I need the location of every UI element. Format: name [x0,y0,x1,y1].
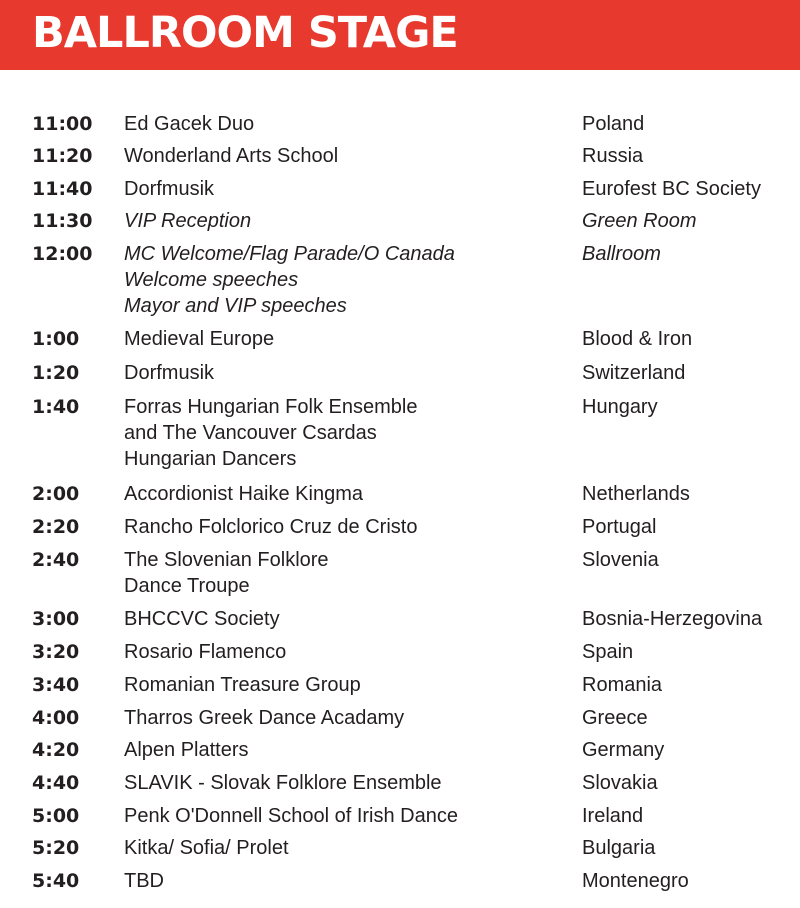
schedule-act [124,481,564,507]
schedule-act [124,143,564,169]
schedule-act [124,241,564,319]
schedule-country: Russia [582,145,644,167]
act-line: Dance Troupe [124,575,250,597]
act-line: BHCCVC Society [124,608,280,630]
act-line: SLAVIK - Slovak Folklore Ensemble [124,772,442,794]
schedule-time: 11:30 [32,210,93,232]
schedule-time: 2:40 [32,549,80,571]
schedule-time: 11:20 [32,145,93,167]
schedule-act [124,803,564,829]
schedule-act [124,547,564,599]
schedule-act [124,326,564,352]
schedule-country: Switzerland [582,362,686,384]
schedule-time: 3:00 [32,608,80,630]
schedule-act [124,606,564,632]
act-line: Accordionist Haike Kingma [124,483,363,505]
act-line: Penk O'Donnell School of Irish Dance [124,805,458,827]
act-line: Dorfmusik [124,178,215,200]
act-line: Romanian Treasure Group [124,674,361,696]
schedule-country: Bulgaria [582,837,656,859]
schedule-time: 2:20 [32,516,80,538]
schedule-country: Ballroom [582,243,661,265]
act-line: Wonderland Arts School [124,145,339,167]
act-line: Alpen Platters [124,739,249,761]
act-line: Rancho Folclorico Cruz de Cristo [124,516,418,538]
schedule-country: Montenegro [582,870,689,892]
schedule-time: 3:20 [32,641,80,663]
schedule-time: 1:20 [32,362,80,384]
schedule-country: Portugal [582,516,657,538]
schedule-time: 1:40 [32,396,80,418]
schedule-time: 4:20 [32,739,80,761]
header-banner [0,0,800,70]
schedule-time: 5:40 [32,870,80,892]
schedule-country: Hungary [582,396,658,418]
act-line: Mayor and VIP speeches [124,295,347,317]
act-line: Ed Gacek Duo [124,113,255,135]
act-line: Tharros Greek Dance Acadamy [124,707,405,729]
schedule-time: 1:00 [32,328,80,350]
act-line: Forras Hungarian Folk Ensemble [124,396,418,418]
schedule-act [124,639,564,665]
schedule-act [124,705,564,731]
act-line: Welcome speeches [124,269,299,291]
schedule-act [124,111,564,137]
act-line: The Slovenian Folklore [124,549,329,571]
act-line: TBD [124,870,164,892]
act-line: and The Vancouver Csardas [124,422,377,444]
schedule-country: Ireland [582,805,644,827]
schedule-time: 4:00 [32,707,80,729]
schedule-country: Greece [582,707,648,729]
act-line: Medieval Europe [124,328,275,350]
schedule-country: Bosnia-Herzegovina [582,608,763,630]
schedule-time: 3:40 [32,674,80,696]
schedule-time: 11:40 [32,178,93,200]
schedule-country: Romania [582,674,663,696]
schedule-time: 2:00 [32,483,80,505]
schedule-act [124,672,564,698]
schedule-time: 11:00 [32,113,93,135]
schedule-country: Blood & Iron [582,328,693,350]
schedule-time: 5:00 [32,805,80,827]
schedule-country: Slovakia [582,772,658,794]
schedule-time: 12:00 [32,243,93,265]
act-line: Hungarian Dancers [124,448,297,470]
schedule-country: Spain [582,641,634,663]
schedule-act [124,394,564,472]
act-line: VIP Reception [124,210,252,232]
act-line: Rosario Flamenco [124,641,287,663]
schedule-act [124,514,564,540]
schedule-act [124,868,564,894]
schedule-time: 5:20 [32,837,80,859]
schedule-act [124,176,564,202]
schedule-act [124,208,564,234]
act-line: MC Welcome/Flag Parade/O Canada [124,243,455,265]
page-title: BALLROOM STAGE [32,8,458,58]
act-line: Kitka/ Sofia/ Prolet [124,837,289,859]
schedule-country: Germany [582,739,665,761]
schedule-act [124,835,564,861]
schedule-act [124,737,564,763]
schedule-country: Netherlands [582,483,690,505]
schedule-country: Poland [582,113,645,135]
schedule-country: Green Room [582,210,697,232]
schedule-country: Slovenia [582,549,659,571]
schedule-act [124,360,564,386]
schedule-act [124,770,564,796]
schedule-country: Eurofest BC Society [582,178,761,200]
act-line: Dorfmusik [124,362,215,384]
schedule-time: 4:40 [32,772,80,794]
